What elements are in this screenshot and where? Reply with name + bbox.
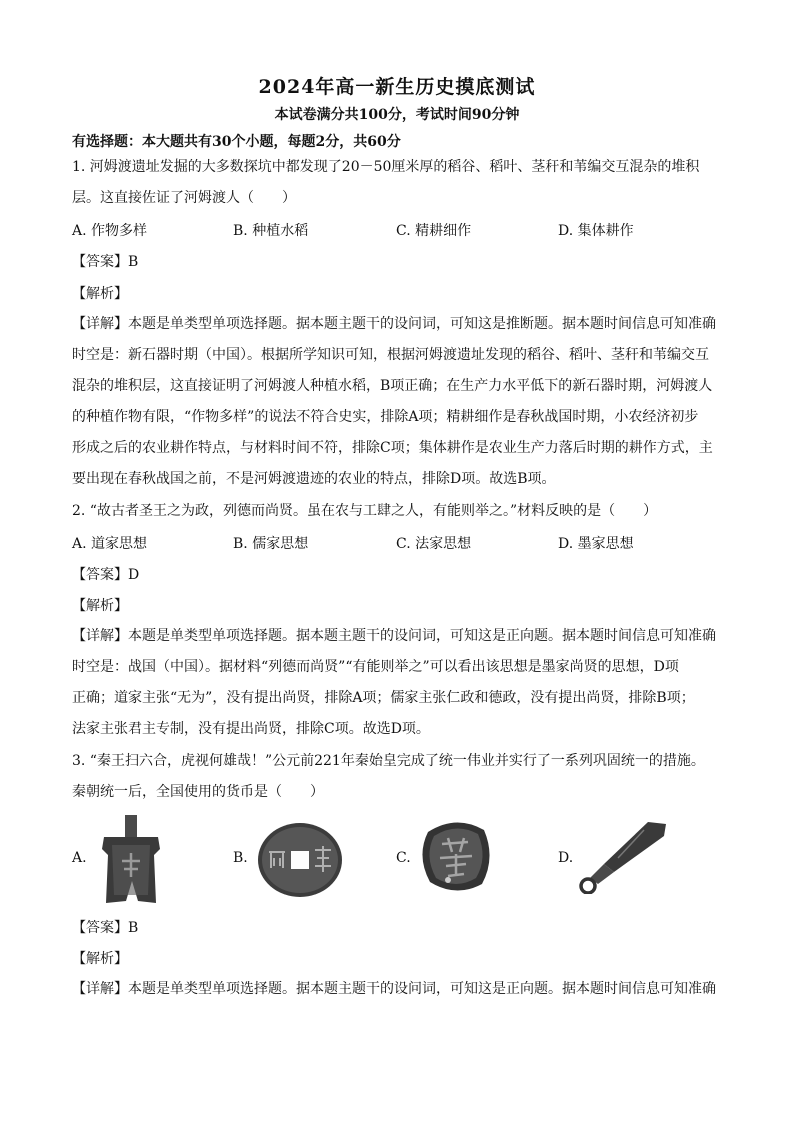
q1-option-d: D. 集体耕作 — [558, 223, 634, 239]
q3-option-a: A. — [72, 850, 87, 866]
q1-detail-line: 要出现在春秋战国之前，不是河姆渡遗迹的农业的特点，排除D项。故选B项。 — [72, 471, 556, 487]
exam-subtitle: 本试卷满分共100分，考试时间90分钟 — [274, 107, 520, 123]
knife-coin-icon — [578, 820, 670, 894]
q3-answer: 【答案】B — [72, 920, 139, 936]
q2-detail-line: 时空是：战国（中国）。据材料“列德而尚贤”“有能则举之”可以看出该思想是墨家尚贤的思想，D项 — [72, 659, 679, 675]
q2-option-d: D. 墨家思想 — [558, 536, 634, 552]
q1-detail-line: 时空是：新石器时期（中国）。根据所学知识可知，根据河姆渡遗址发现的稻谷、稻叶、茎秆和苇编交互 — [72, 347, 709, 363]
q1-detail-line: 【详解】本题是单类型单项选择题。据本题主题干的设问词，可知这是推断题。据本题时间信息可知准确 — [72, 316, 716, 332]
q2-detail-line: 【详解】本题是单类型单项选择题。据本题主题干的设问词，可知这是正向题。据本题时间信息可知准确 — [72, 628, 716, 644]
q2-option-b: B. 儒家思想 — [233, 536, 309, 552]
q2-option-a: A. 道家思想 — [72, 536, 148, 552]
q2-option-c: C. 法家思想 — [396, 536, 472, 552]
q3-stem-line-2: 秦朝统一后，全国使用的货币是（ ） — [72, 784, 324, 800]
q1-option-c: C. 精耕细作 — [396, 223, 472, 239]
q2-answer: 【答案】D — [72, 567, 140, 583]
section-heading: 有选择题：本大题共有30个小题，每题2分，共60分 — [72, 134, 401, 150]
q1-answer: 【答案】B — [72, 254, 139, 270]
page-title: 2024年高一新生历史摸底测试 — [258, 76, 536, 98]
ying-yuan-coin-icon — [418, 818, 494, 896]
q1-stem-line-1: 1. 河姆渡遗址发掘的大多数探坑中都发现了20－50厘米厚的稻谷、稻叶、茎秆和苇编交互混杂的堆积 — [72, 159, 700, 175]
q3-option-b: B. — [233, 850, 248, 866]
q1-detail-line: 混杂的堆积层，这直接证明了河姆渡人种植水稻，B项正确；在生产力水平低下的新石器时期，河姆渡人 — [72, 378, 713, 394]
q1-analysis-label: 【解析】 — [72, 286, 128, 302]
q2-stem-line-1: 2. “故古者圣王之为政，列德而尚贤。虽在农与工肆之人，有能则举之。”材料反映的是（ ） — [72, 503, 658, 519]
q2-detail-line: 正确；道家主张“无为”，没有提出尚贤，排除A项；儒家主张仁政和德政，没有提出尚贤，排除B项； — [72, 690, 695, 706]
q1-option-a: A. 作物多样 — [72, 223, 148, 239]
q3-stem-line-1: 3. “秦王扫六合，虎视何雄哉！”公元前221年秦始皇完成了统一伟业并实行了一系列巩固统一的措施。 — [72, 753, 705, 769]
ban-liang-round-coin-icon — [257, 822, 343, 898]
q1-detail-line: 形成之后的农业耕作特点，与材料时间不符，排除C项；集体耕作是农业生产力落后时期的耕作方式，主 — [72, 440, 713, 456]
q3-option-c: C. — [396, 850, 411, 866]
q3-detail-line: 【详解】本题是单类型单项选择题。据本题主题干的设问词，可知这是正向题。据本题时间信息可知准确 — [72, 981, 716, 997]
q1-option-b: B. 种植水稻 — [233, 223, 309, 239]
q1-detail-line: 的种植作物有限，“作物多样”的说法不符合史实，排除A项；精耕细作是春秋战国时期，小农经济初步 — [72, 409, 699, 425]
q1-stem-line-2: 层。这直接佐证了河姆渡人（ ） — [72, 190, 296, 206]
spade-coin-icon — [98, 815, 164, 905]
q3-option-d: D. — [558, 850, 574, 866]
q3-analysis-label: 【解析】 — [72, 951, 128, 967]
q2-detail-line: 法家主张君主专制，没有提出尚贤，排除C项。故选D项。 — [72, 721, 430, 737]
q2-analysis-label: 【解析】 — [72, 598, 128, 614]
